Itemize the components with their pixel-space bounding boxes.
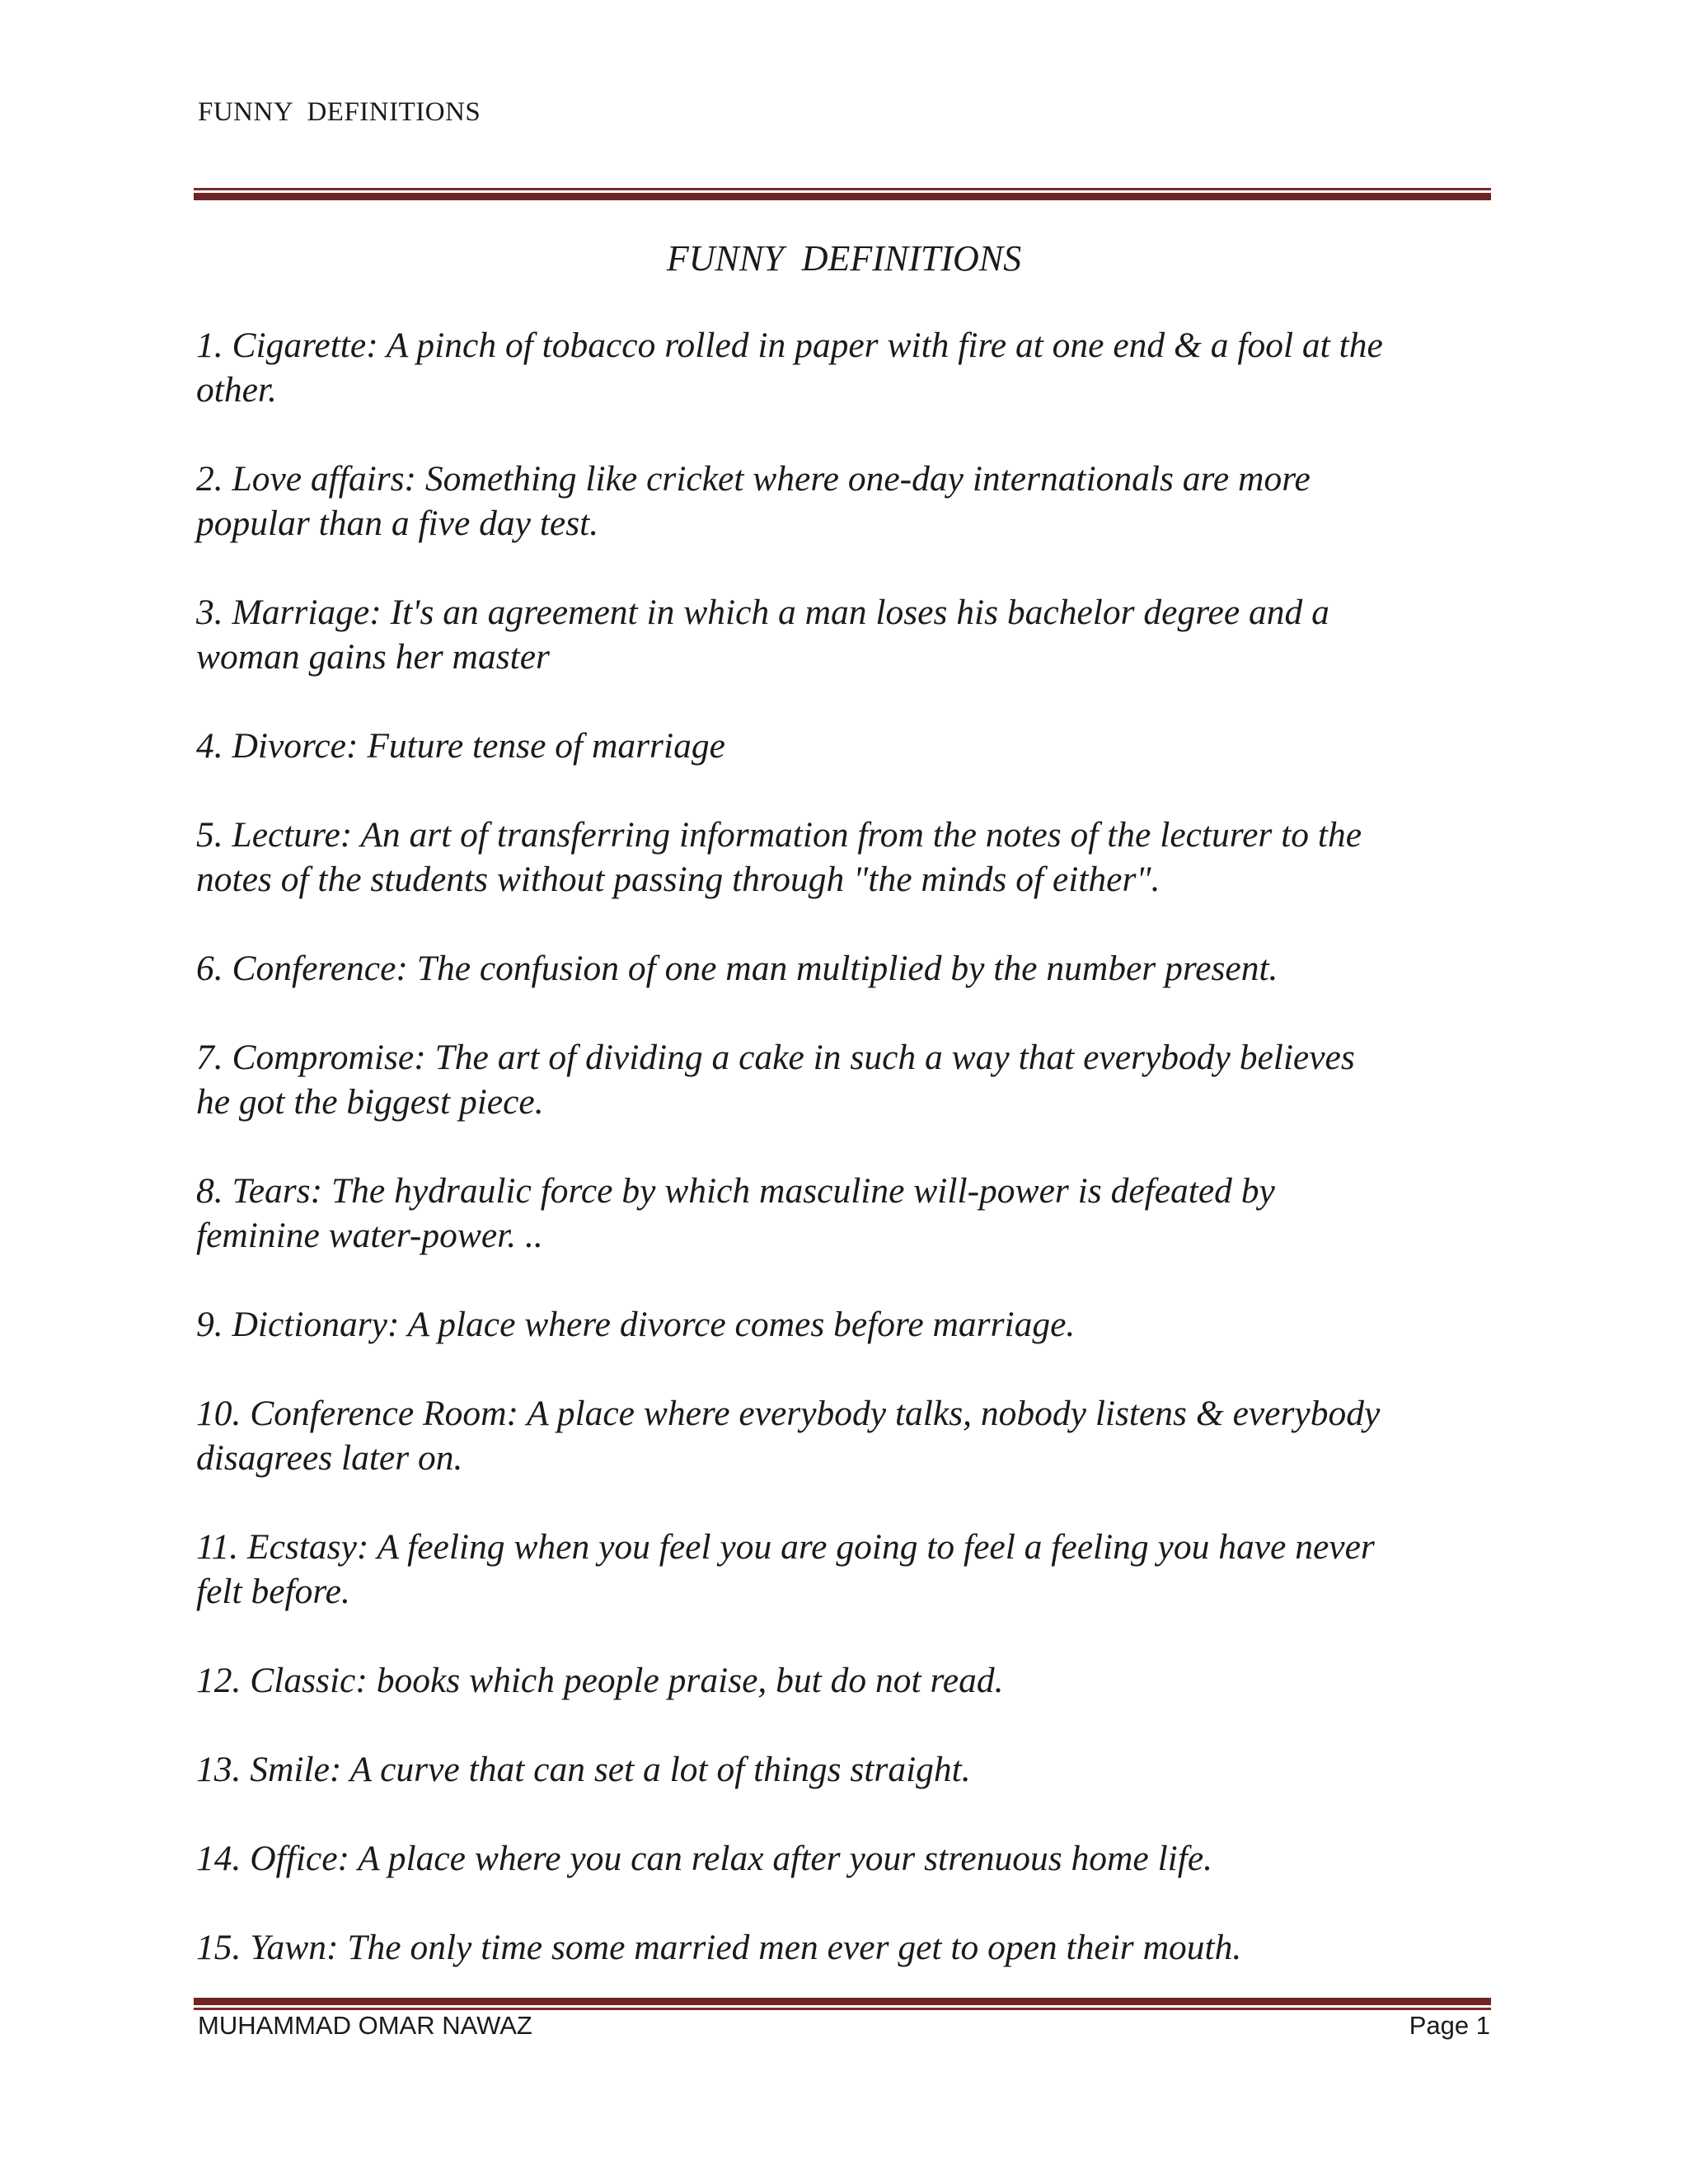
document-title: FUNNY DEFINITIONS <box>666 238 1022 279</box>
definition-item: 5. Lecture: An art of transferring information from the notes of the lecturer to the notes of the students without passing through "the minds of either". <box>196 815 1362 899</box>
definition-item: 14. Office: A place where you can relax after your strenuous home life. <box>196 1839 1213 1878</box>
footer-divider <box>194 1998 1491 2010</box>
definition-item: 7. Compromise: The art of dividing a cake in such a way that everybody believes he got the biggest piece. <box>196 1038 1355 1122</box>
definition-item: 13. Smile: A curve that can set a lot of things straight. <box>196 1750 971 1789</box>
definitions-list <box>196 323 1498 2014</box>
definition-item: 15. Yawn: The only time some married men ever get to open their mouth. <box>196 1928 1242 1967</box>
definition-item: 1. Cigarette: A pinch of tobacco rolled in paper with fire at one end & a fool at the other. <box>196 326 1383 410</box>
definition-item: 11. Ecstasy: A feeling when you feel you are going to feel a feeling you have never felt before. <box>196 1527 1375 1611</box>
page-number: Page 1 <box>1409 2011 1490 2040</box>
definition-item: 8. Tears: The hydraulic force by which masculine will-power is defeated by feminine water-power. .. <box>196 1171 1275 1255</box>
running-header: FUNNY DEFINITIONS <box>198 97 481 127</box>
definition-item: 12. Classic: books which people praise, but do not read. <box>196 1661 1004 1700</box>
definition-item: 9. Dictionary: A place where divorce comes before marriage. <box>196 1305 1076 1344</box>
footer-author: MUHAMMAD OMAR NAWAZ <box>198 2011 532 2040</box>
definition-item: 6. Conference: The confusion of one man multiplied by the number present. <box>196 949 1278 988</box>
definition-item: 3. Marriage: It's an agreement in which a man loses his bachelor degree and a woman gains her master <box>196 593 1329 677</box>
definition-item: 2. Love affairs: Something like cricket where one-day internationals are more popular than a five day test. <box>196 459 1311 543</box>
header-divider <box>194 188 1491 200</box>
definition-item: 10. Conference Room: A place where everybody talks, nobody listens & everybody disagrees later on. <box>196 1394 1381 1478</box>
definition-item: 4. Divorce: Future tense of marriage <box>196 726 725 766</box>
